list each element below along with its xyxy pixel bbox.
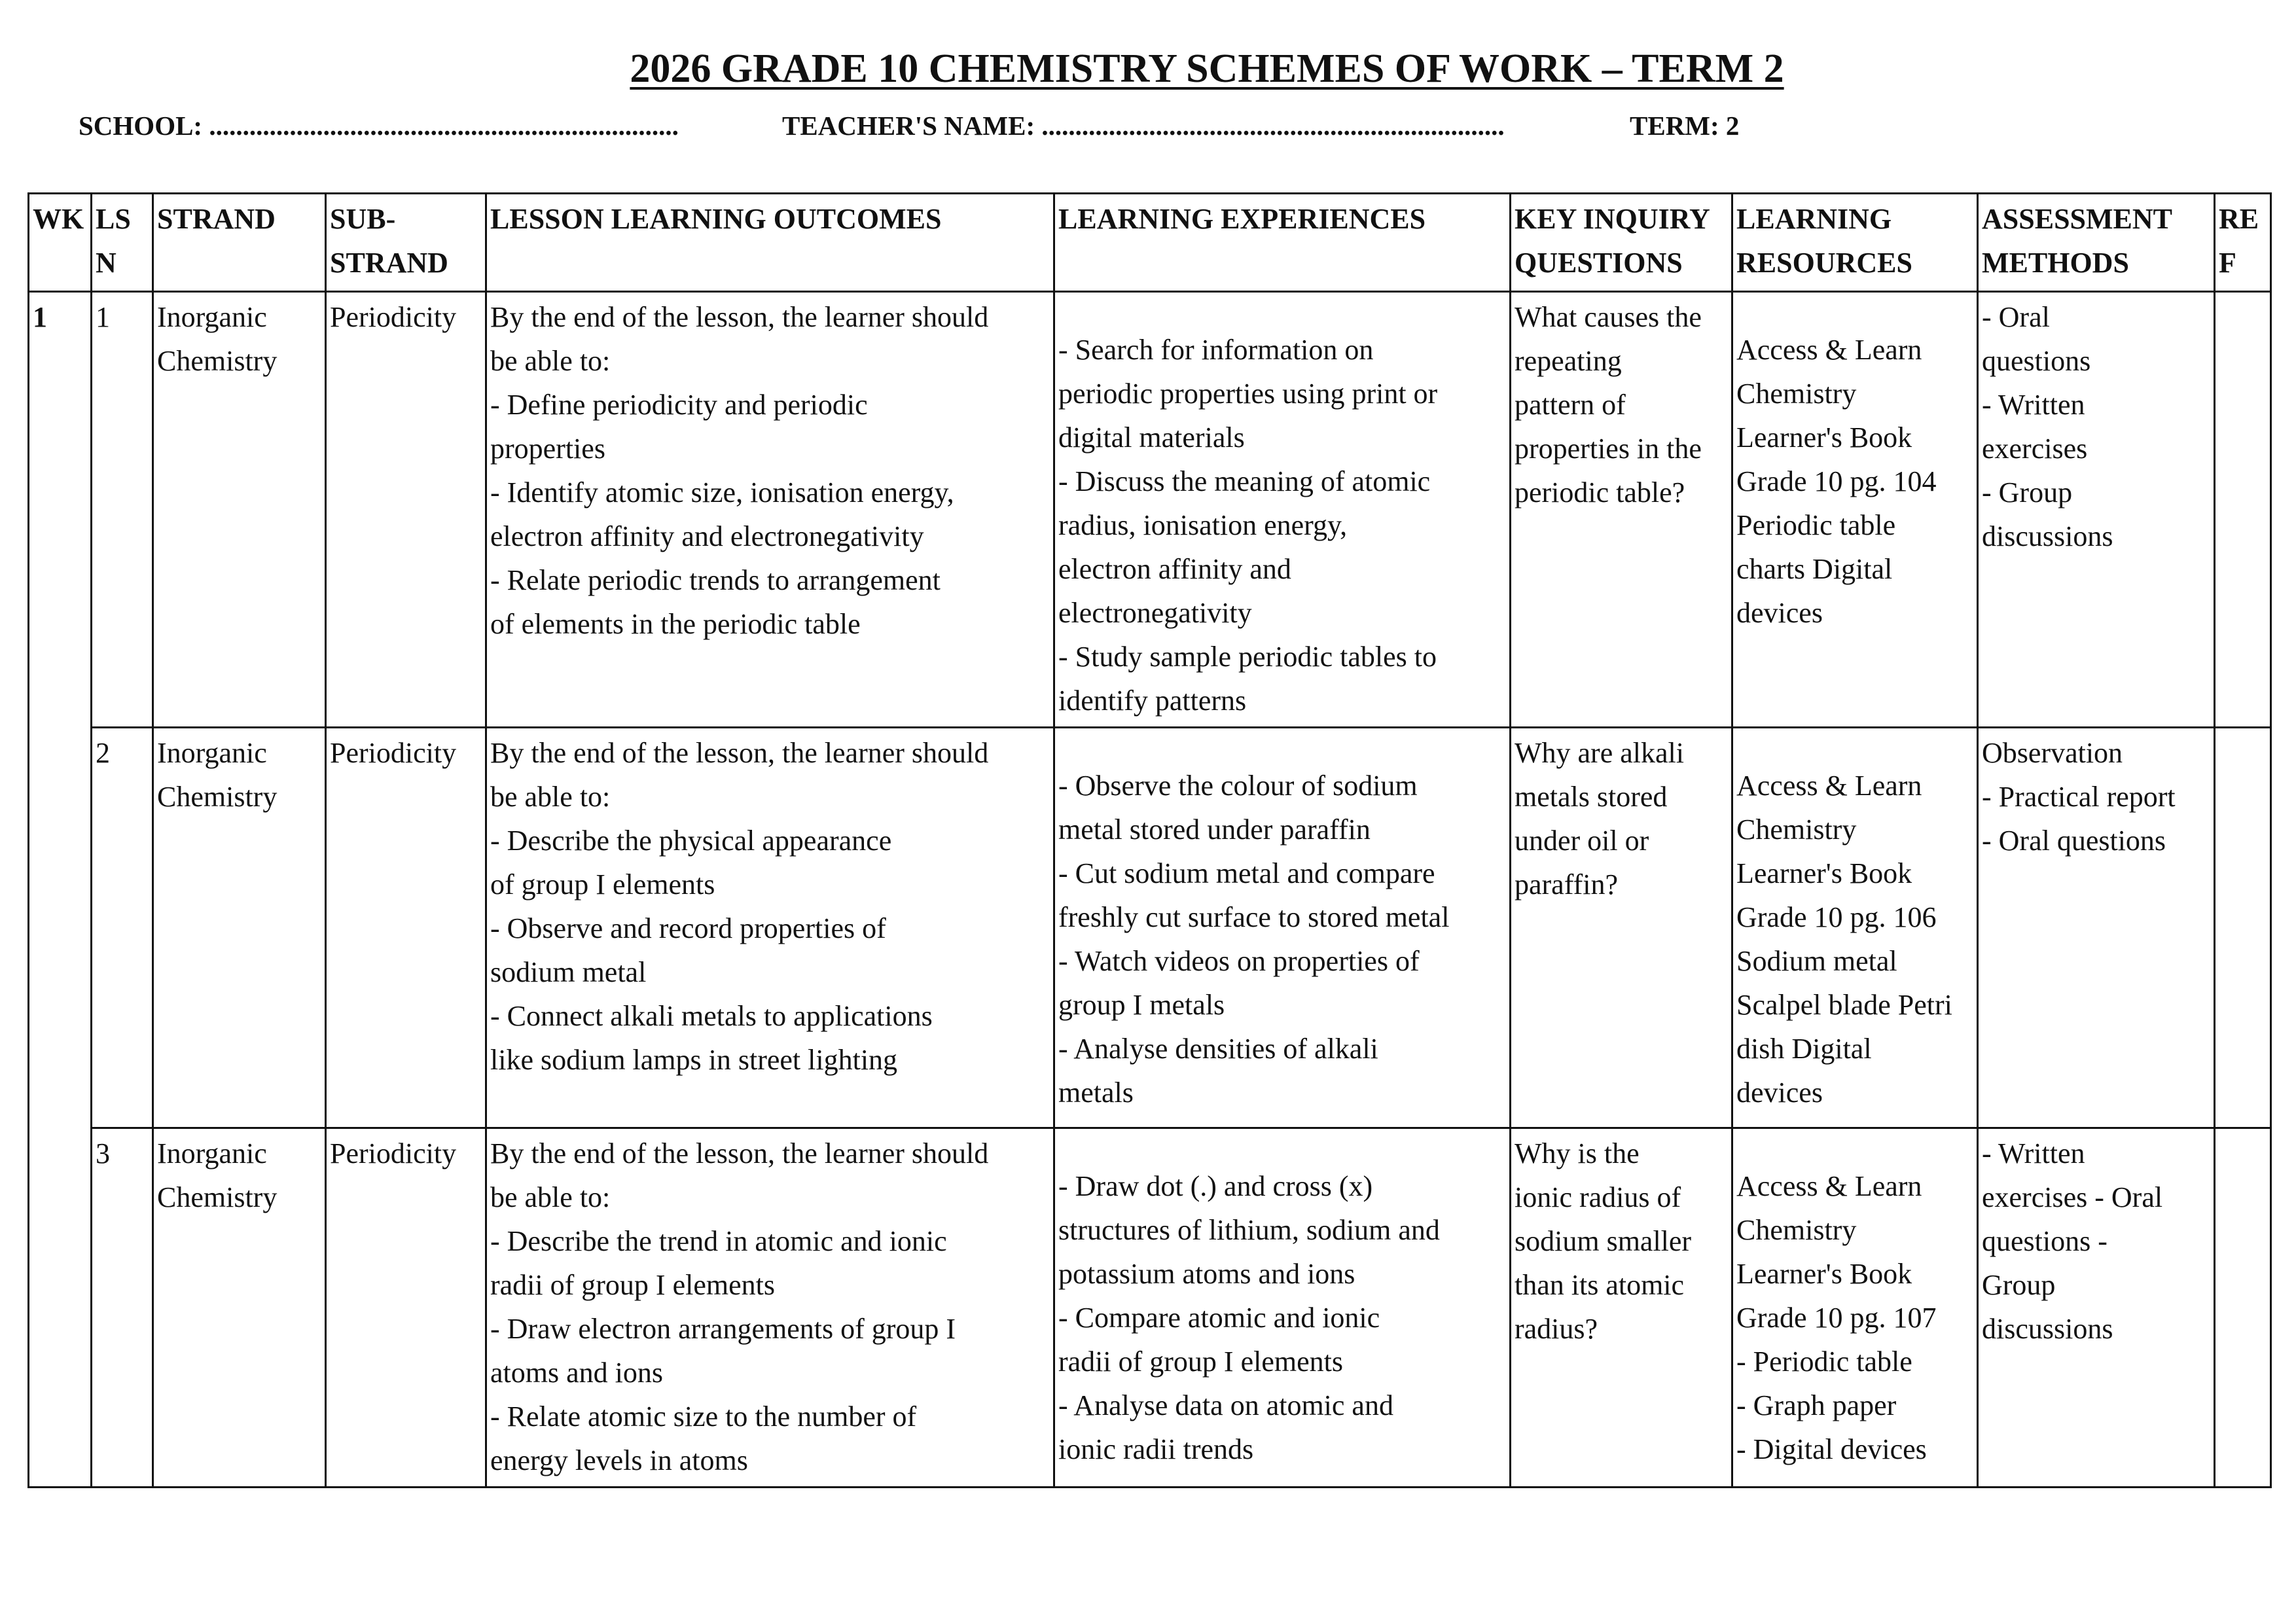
week-number-cell	[29, 1128, 92, 1488]
table-row	[29, 292, 2271, 728]
strand-cell: Inorganic Chemistry	[153, 1128, 326, 1488]
schemes-of-work-table	[27, 192, 2272, 1488]
learning-resources-cell: Access & Learn Chemistry Learner's Book Grade 10 pg. 107 - Periodic table - Graph paper - Digital devices	[1732, 1128, 1978, 1488]
teacher-name-field: TEACHER'S NAME: .....................................................................	[782, 111, 1505, 141]
week-number-cell	[29, 728, 92, 1128]
header-row	[29, 194, 2271, 292]
learning-outcomes-cell: By the end of the lesson, the learner should be able to: - Describe the physical appearance of group I elements - Observe and record properties of sodium metal - Connect alkali metals to applications like sodium lamps in street lighting	[486, 728, 1054, 1128]
learning-resources-cell: Access & Learn Chemistry Learner's Book Grade 10 pg. 106 Sodium metal Scalpel blade Petri dish Digital devices	[1732, 728, 1978, 1128]
learning-experiences-cell: - Draw dot (.) and cross (x) structures of lithium, sodium and potassium atoms and ions - Compare atomic and ionic radii of group I elements - Analyse data on atomic and ionic radii trends	[1054, 1128, 1511, 1488]
strand-cell: Inorganic Chemistry	[153, 292, 326, 728]
assessment-methods-cell: - Oral questions - Written exercises - Group discussions	[1978, 292, 2215, 728]
reference-cell	[2215, 1128, 2271, 1488]
header-strand: STRAND	[153, 194, 326, 292]
assessment-methods-cell: Observation - Practical report - Oral questions	[1978, 728, 2215, 1128]
school-field: SCHOOL: ......................................................................	[79, 111, 679, 141]
substrand-cell: Periodicity	[326, 1128, 486, 1488]
learning-resources-cell: Access & Learn Chemistry Learner's Book Grade 10 pg. 104 Periodic table charts Digital devices	[1732, 292, 1978, 728]
table-row	[29, 1128, 2271, 1488]
header-wk: WK	[29, 194, 92, 292]
substrand-cell: Periodicity	[326, 292, 486, 728]
header-inquiry: KEY INQUIRY QUESTIONS	[1511, 194, 1732, 292]
learning-outcomes-cell: By the end of the lesson, the learner should be able to: - Define periodicity and periodic properties - Identify atomic size, ionisation energy, electron affinity and electronegativity - Relate periodic trends to arrangement of elements in the periodic table	[486, 292, 1054, 728]
key-inquiry-cell: Why are alkali metals stored under oil or paraffin?	[1511, 728, 1732, 1128]
header-experiences: LEARNING EXPERIENCES	[1054, 194, 1511, 292]
lesson-number-cell: 1	[92, 292, 153, 728]
assessment-methods-cell: - Written exercises - Oral questions - Group discussions	[1978, 1128, 2215, 1488]
table-row	[29, 728, 2271, 1128]
reference-cell	[2215, 728, 2271, 1128]
lesson-number-cell: 3	[92, 1128, 153, 1488]
learning-outcomes-cell: By the end of the lesson, the learner should be able to: - Describe the trend in atomic and ionic radii of group I elements - Draw electron arrangements of group I atoms and ions - Relate atomic size to the number of energy levels in atoms	[486, 1128, 1054, 1488]
lesson-number-cell: 2	[92, 728, 153, 1128]
key-inquiry-cell: What causes the repeating pattern of properties in the periodic table?	[1511, 292, 1732, 728]
substrand-cell: Periodicity	[326, 728, 486, 1128]
header-ref: RE F	[2215, 194, 2271, 292]
term-field: TERM: 2	[1630, 111, 1740, 141]
header-resources: LEARNING RESOURCES	[1732, 194, 1978, 292]
header-substrand: SUB- STRAND	[326, 194, 486, 292]
learning-experiences-cell: - Observe the colour of sodium metal stored under paraffin - Cut sodium metal and compare freshly cut surface to stored metal - Watch videos on properties of group I metals - Analyse densities of alkali metals	[1054, 728, 1511, 1128]
reference-cell	[2215, 292, 2271, 728]
learning-experiences-cell: - Search for information on periodic properties using print or digital materials - Discuss the meaning of atomic radius, ionisation energy, electron affinity and electronegativity - Study sample periodic tables to identify patterns	[1054, 292, 1511, 728]
week-number-cell: 1	[29, 292, 92, 728]
header-assessment: ASSESSMENT METHODS	[1978, 194, 2215, 292]
key-inquiry-cell: Why is the ionic radius of sodium smaller than its atomic radius?	[1511, 1128, 1732, 1488]
header-lsn: LS N	[92, 194, 153, 292]
header-outcomes: LESSON LEARNING OUTCOMES	[486, 194, 1054, 292]
strand-cell: Inorganic Chemistry	[153, 728, 326, 1128]
document-title: 2026 GRADE 10 CHEMISTRY SCHEMES OF WORK – TERM 2	[630, 46, 1784, 91]
